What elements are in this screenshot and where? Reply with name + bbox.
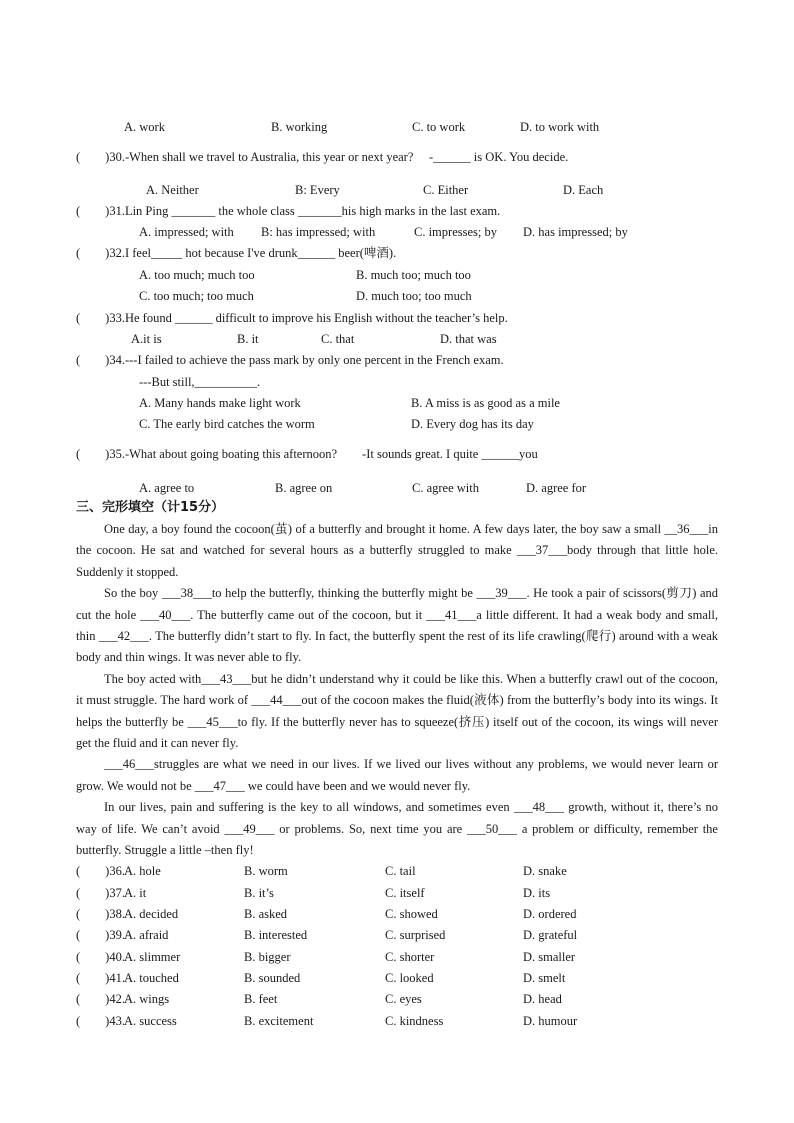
q33-option-d: D. that was [440,332,497,346]
answer-43-option-d: D. humour [523,1014,578,1028]
q29-option-a: A. work [124,120,165,134]
answer-40-option-b: B. bigger [244,950,291,964]
q31-option-b: B: has impressed; with [261,225,376,239]
q31-text: Lin Ping _______ the whole class _______his high marks in the last exam. [124,204,501,218]
answer-row-41 [76,970,125,986]
answer-39-option-d: D. grateful [523,928,578,942]
answer-38-option-a: A. decided [124,907,179,921]
q32-option-b: B. much too; much too [356,268,471,282]
answer-40-option-c: C. shorter [385,950,435,964]
q35-option-b: B. agree on [275,481,333,495]
q29-option-c: C. to work [412,120,466,134]
answer-36-option-c: C. tail [385,864,416,878]
cloze-passage [76,519,718,862]
q34-question [76,352,504,368]
answer-39-option-b: B. interested [244,928,308,942]
q34-option-c: C. The early bird catches the worm [139,417,315,431]
q35-text: -What about going boating this afternoon? -It sounds great. I quite ______you [124,447,538,461]
q30-option-a: A. Neither [146,183,199,197]
passage-paragraph-1: One day, a boy found the cocoon(茧) of a butterfly and brought it home. A few days later, the boy saw a small __36___in the cocoon. He sat and watched for several hours as a butterfly struggled to make ___37___body through that little hole. Suddenly it stopped. [76,522,718,579]
answer-number: ( )37. [76,886,125,900]
q29-option-b: B. working [271,120,328,134]
answer-38-option-c: C. showed [385,907,438,921]
q34-number: ( )34. [76,353,125,367]
answer-36-option-b: B. worm [244,864,288,878]
answer-number: ( )41. [76,971,125,985]
answer-37-option-d: D. its [523,886,551,900]
q30-text: -When shall we travel to Australia, this year or next year? -______ is OK. You decide. [124,150,569,164]
answer-row-39 [76,927,125,943]
passage-paragraph-4: ___46___struggles are what we need in our lives. If we lived our lives without any problems, we would never learn or grow. We would not be ___47___ we could have been and we would never fly. [76,757,718,793]
q30-question [76,149,568,165]
q32-question [76,245,396,261]
q29-option-d: D. to work with [520,120,600,134]
q31-question [76,203,500,219]
section-title-cloze: 三、完形填空（计15分） [76,500,225,515]
q30-option-b: B: Every [295,183,340,197]
answer-42-option-a: A. wings [124,992,170,1006]
q35-question [76,446,538,462]
q33-option-c: C. that [321,332,355,346]
passage-paragraph-3: The boy acted with___43___but he didn’t understand why it could be like this. When a butterfly crawl out of the cocoon, it must struggle. The hard work of ___44___out of the cocoon makes the fluid(液体) from the butterfly’s body into its wings. It helps the butterfly be ___45___to fly. If the butterfly never has to squeeze(挤压) itself out of the cocoon, its wings will never get the fluid and it can never fly. [76,671,718,751]
q32-option-a: A. too much; much too [139,268,255,282]
q35-option-c: C. agree with [412,481,479,495]
answer-number: ( )36. [76,864,125,878]
answer-38-option-d: D. ordered [523,907,577,921]
q31-option-d: D. has impressed; by [523,225,628,239]
answer-42-option-b: B. feet [244,992,278,1006]
answer-36-option-a: A. hole [124,864,161,878]
answer-38-option-b: B. asked [244,907,288,921]
q34-text: ---I failed to achieve the pass mark by only one percent in the French exam. [124,353,504,367]
answer-37-option-a: A. it [124,886,147,900]
answer-41-option-a: A. touched [124,971,179,985]
q34-option-b: B. A miss is as good as a mile [411,396,560,410]
q30-option-c: C. Either [423,183,469,197]
passage-paragraph-5: In our lives, pain and suffering is the key to all windows, and sometimes even ___48___ growth, without it, there’s no way of life. We can’t avoid ___49___ or problems. So, next time you are ___50___ a problem or difficulty, remember the butterfly. Struggle a little –then fly! [76,800,718,858]
answer-41-option-b: B. sounded [244,971,301,985]
q33-number: ( )33. [76,311,125,325]
answer-36-option-d: D. snake [523,864,567,878]
answer-41-option-d: D. smelt [523,971,566,985]
answer-42-option-c: C. eyes [385,992,422,1006]
q32-option-c: C. too much; too much [139,289,254,303]
answer-number: ( )43. [76,1014,125,1028]
answer-number: ( )38. [76,907,125,921]
answer-number: ( )42. [76,992,125,1006]
answer-43-option-b: B. excitement [244,1014,314,1028]
q35-number: ( )35. [76,447,125,461]
answer-39-option-c: C. surprised [385,928,446,942]
q32-number: ( )32. [76,246,125,260]
q34-option-d: D. Every dog has its day [411,417,534,431]
q34-line2: ---But still,__________. [139,375,261,389]
answer-41-option-c: C. looked [385,971,434,985]
answer-37-option-b: B. it’s [244,886,274,900]
answer-39-option-a: A. afraid [124,928,169,942]
answer-number: ( )40. [76,950,125,964]
answer-row-42 [76,991,125,1007]
answer-row-38 [76,906,125,922]
answer-40-option-d: D. smaller [523,950,576,964]
q30-number: ( )30. [76,150,125,164]
q31-option-a: A. impressed; with [139,225,234,239]
q31-option-c: C. impresses; by [414,225,497,239]
q35-option-a: A. agree to [139,481,195,495]
answer-37-option-c: C. itself [385,886,425,900]
answer-number: ( )39. [76,928,125,942]
q31-number: ( )31. [76,204,125,218]
answer-row-43 [76,1013,125,1029]
q33-option-a: A.it is [131,332,162,346]
q33-option-b: B. it [237,332,259,346]
answer-43-option-a: A. success [124,1014,177,1028]
q32-option-d: D. much too; too much [356,289,472,303]
q34-option-a: A. Many hands make light work [139,396,301,410]
q30-option-d: D. Each [563,183,604,197]
answer-42-option-d: D. head [523,992,562,1006]
answer-40-option-a: A. slimmer [124,950,181,964]
answer-row-40 [76,949,125,965]
answer-43-option-c: C. kindness [385,1014,444,1028]
answer-row-37 [76,885,125,901]
q35-option-d: D. agree for [526,481,587,495]
q32-text: I feel_____ hot because I've drunk______ beer(啤酒). [124,246,397,260]
passage-paragraph-2: So the boy ___38___to help the butterfly, thinking the butterfly might be ___39___. He took a pair of scissors(剪刀) and cut the hole ___40___. The butterfly came out of the cocoon, but it ___41___a little different. It had a weak body and small, thin ___42___. The butterfly didn’t start to fly. In fact, the butterfly spent the rest of its life crawling(爬行) around with a weak body and thin wings. It was never able to fly. [76,586,718,665]
q33-text: He found ______ difficult to improve his English without the teacher’s help. [124,311,508,325]
answer-row-36 [76,863,125,879]
q33-question [76,310,508,326]
